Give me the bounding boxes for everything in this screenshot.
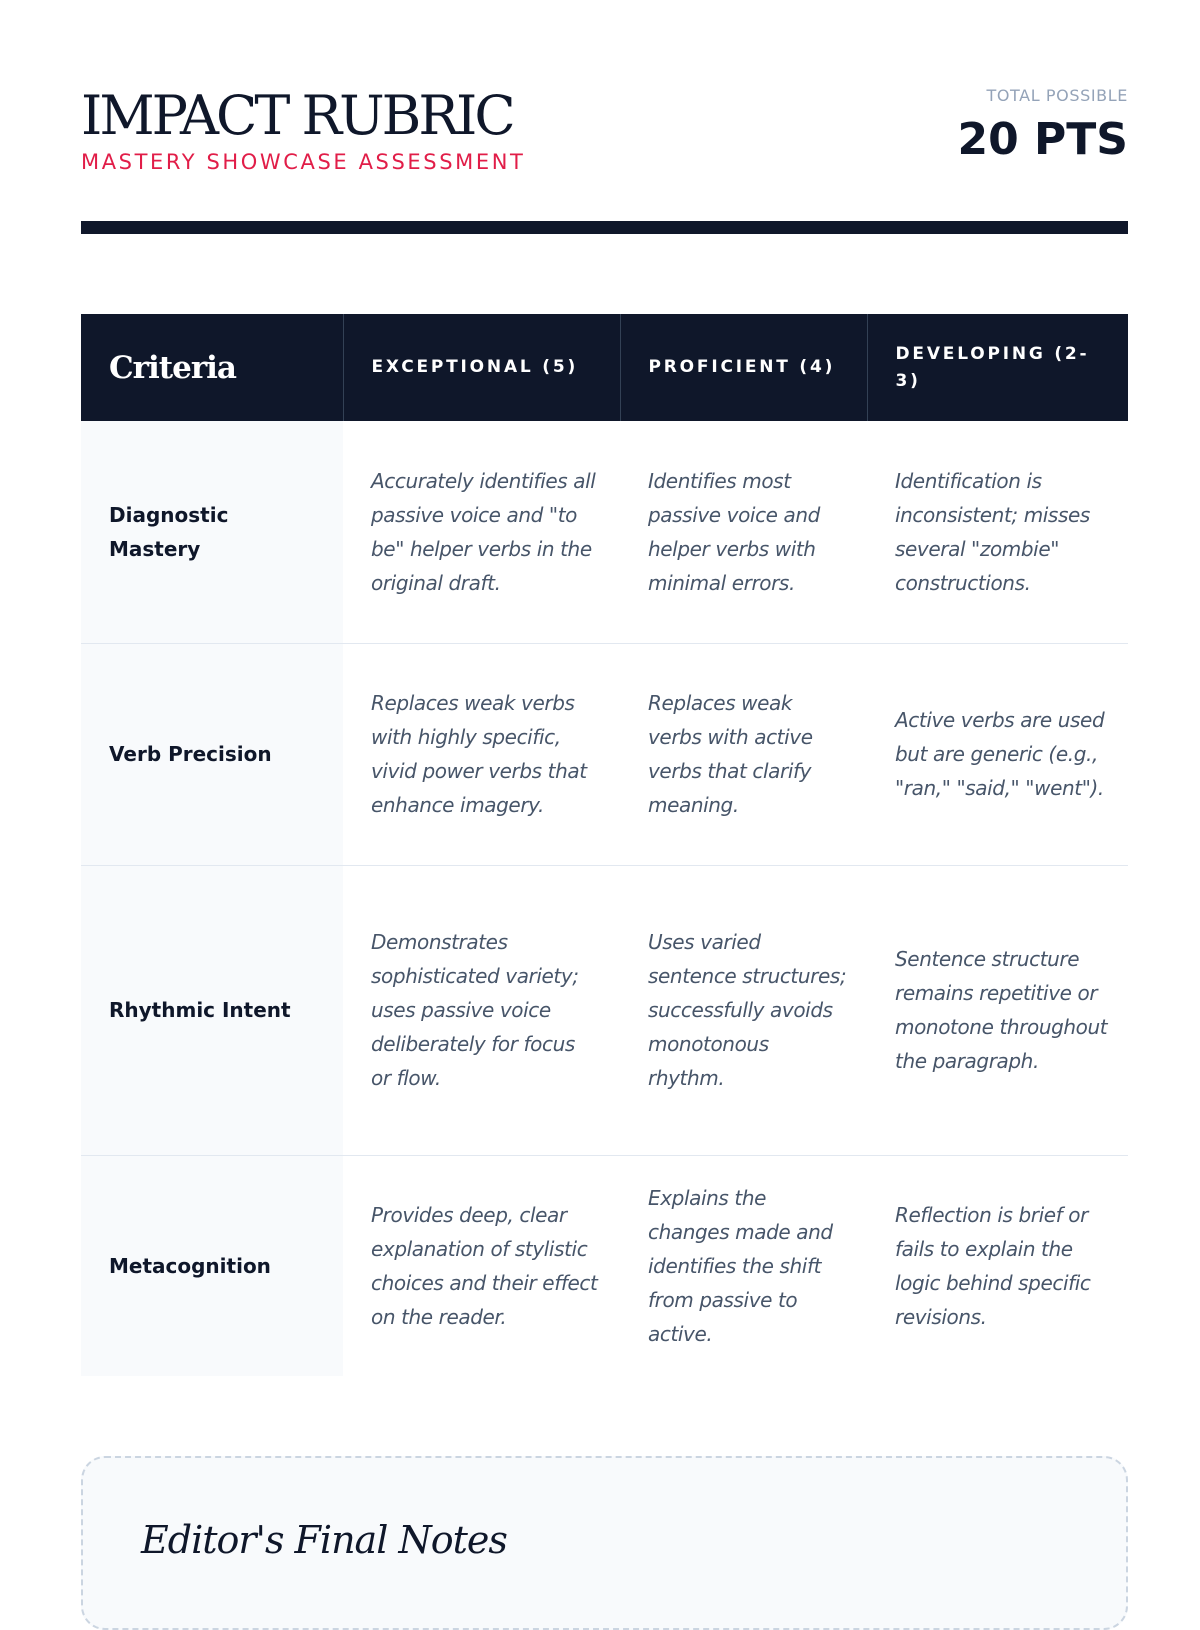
header-divider (81, 221, 1128, 234)
table-row (81, 421, 1128, 643)
proficient-description: Replaces weak verbs with active verbs that clarify meaning. (648, 691, 813, 817)
criterion-name: Rhythmic Intent (81, 865, 343, 1155)
header (81, 86, 1128, 186)
developing-description: Reflection is brief or fails to explain the logic behind specific revisions. (895, 1202, 1091, 1329)
developing-description: Active verbs are used but are generic (e.g., "ran," "said," "went"). (895, 708, 1105, 800)
exceptional-description: Replaces weak verbs with highly specific, vivid power verbs that enhance imagery. (371, 691, 587, 817)
exceptional-description: Demonstrates sophisticated variety; uses passive voice deliberately for focus or flow. (371, 930, 579, 1090)
table-row (81, 1155, 1128, 1376)
column-header-exceptional: EXCEPTIONAL (5) (343, 314, 620, 421)
criterion-name: Metacognition (81, 1155, 343, 1376)
page-subtitle: MASTERY SHOWCASE ASSESSMENT (81, 150, 526, 174)
developing-description: Identification is inconsistent; misses several "zombie" constructions. (895, 468, 1090, 595)
rubric-table (81, 314, 1128, 1376)
table-row (81, 643, 1128, 865)
exceptional-description: Provides deep, clear explanation of stylistic choices and their effect on the reader. (371, 1202, 598, 1329)
column-header-proficient: PROFICIENT (4) (620, 314, 867, 421)
column-header-developing: DEVELOPING (2-3) (867, 314, 1128, 421)
developing-description: Sentence structure remains repetitive or monotone throughout the paragraph. (895, 947, 1108, 1073)
header-row (81, 314, 1128, 421)
column-header-criteria: Criteria (109, 349, 237, 386)
exceptional-description: Accurately identifies all passive voice and "to be" helper verbs in the original draft. (371, 468, 596, 595)
total-possible-label: TOTAL POSSIBLE (986, 86, 1128, 105)
editor-notes-title: Editor's Final Notes (141, 1518, 507, 1562)
proficient-description: Explains the changes made and identifies the shift from passive to active. (648, 1185, 833, 1346)
editor-notes-box (81, 1456, 1128, 1630)
proficient-description: Uses varied sentence structures; successfully avoids monotonous rhythm. (648, 930, 847, 1090)
rubric-table-header (81, 314, 1128, 421)
table-row (81, 865, 1128, 1155)
total-possible-value: 20 PTS (957, 114, 1128, 165)
criterion-name: Diagnostic Mastery (81, 421, 343, 643)
proficient-description: Identifies most passive voice and helper verbs with minimal errors. (648, 468, 820, 595)
rubric-table-body (81, 421, 1128, 1376)
criterion-name: Verb Precision (81, 643, 343, 865)
page-title: IMPACT RUBRIC (81, 84, 513, 147)
